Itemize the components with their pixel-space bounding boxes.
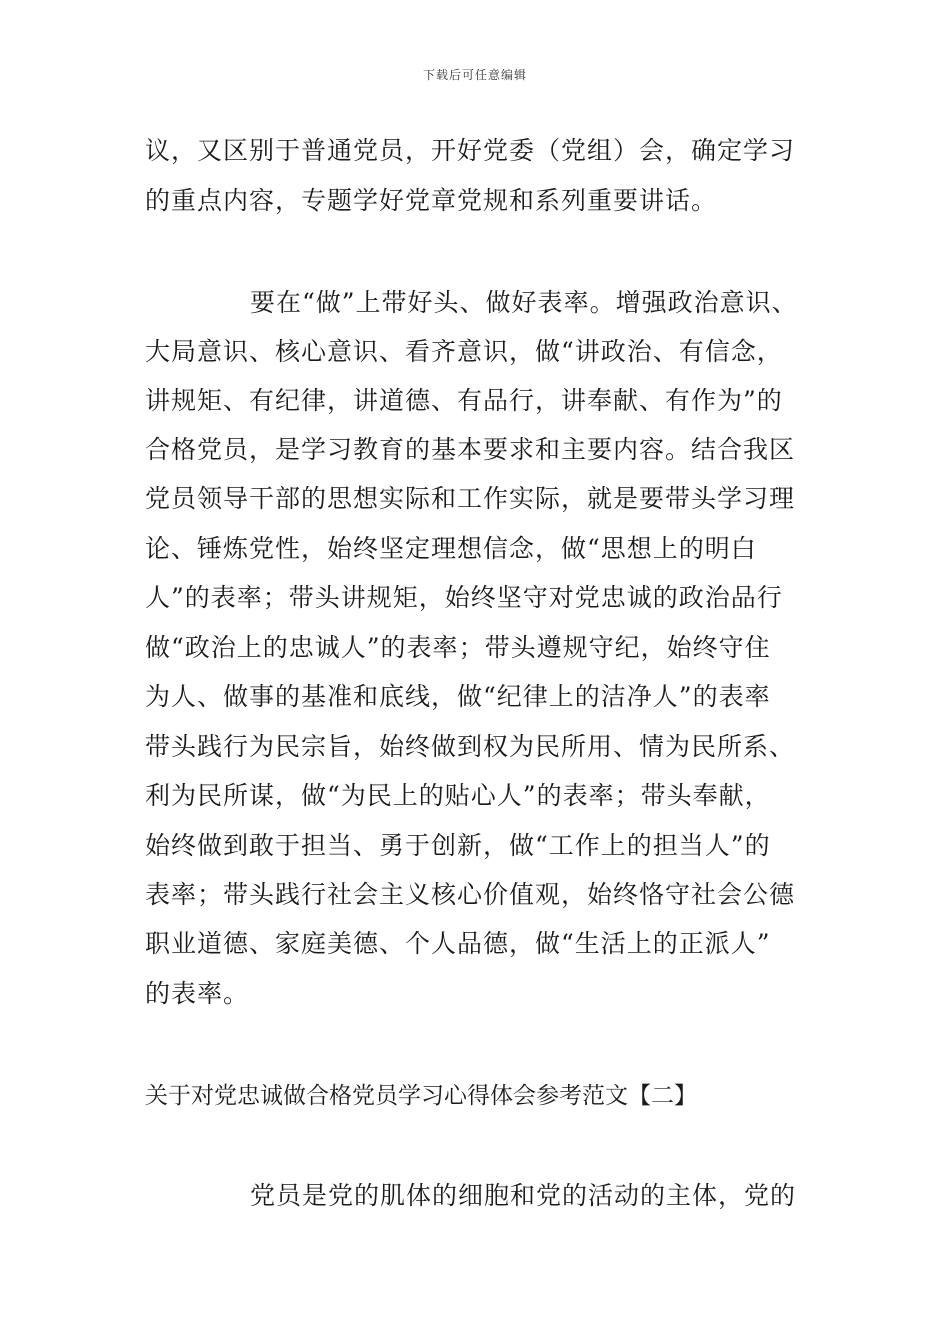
section-heading: 关于对党忠诚做合格党员学习心得体会参考范文【二】 — [145, 1083, 697, 1109]
paragraph-line: 论、锤炼党性，始终坚定理想信念，做“思想上的明白 — [145, 534, 757, 563]
paragraph-line: 做“政治上的忠诚人”的表率；带头遵规守纪，始终守住 — [145, 633, 771, 662]
paragraph-line: 的表率。 — [145, 979, 250, 1008]
paragraph-line: 带头践行为民宗旨，始终做到权为民所用、情为民所系、 — [145, 732, 796, 761]
paragraph-line: 要在“做”上带好头、做好表率。增强政治意识、 — [250, 288, 798, 317]
header-note: 下载后可任意编辑 — [422, 68, 527, 82]
paragraph-line: 讲规矩、有纪律，讲道德、有品行，讲奉献、有作为”的 — [145, 386, 783, 415]
paragraph-line: 始终做到敢于担当、勇于创新，做“工作上的担当人”的 — [145, 831, 771, 860]
paragraph-line: 为人、做事的基准和底线，做“纪律上的洁净人”的表率 — [145, 682, 771, 711]
paragraph-line: 合格党员，是学习教育的基本要求和主要内容。结合我区 — [145, 435, 796, 464]
paragraph-line: 党员是党的肌体的细胞和党的活动的主体，党的 — [250, 1181, 797, 1210]
paragraph-line: 党员领导干部的思想实际和工作实际，就是要带头学习理 — [145, 484, 796, 513]
paragraph-line: 的重点内容，专题学好党章党规和系列重要讲话。 — [145, 186, 718, 215]
paragraph-line: 人”的表率；带头讲规矩，始终坚守对党忠诚的政治品行 — [145, 583, 783, 612]
paragraph-line: 议，又区别于普通党员，开好党委（党组）会，确定学习 — [145, 136, 796, 165]
paragraph-line: 表率；带头践行社会主义核心价值观，始终恪守社会公德 — [145, 880, 796, 909]
paragraph-line: 利为民所谋，做“为民上的贴心人”的表率；带头奉献， — [145, 781, 771, 810]
paragraph-line: 大局意识、核心意识、看齐意识，做“讲政治、有信念， — [145, 337, 783, 366]
paragraph-line: 职业道德、家庭美德、个人品德，做“生活上的正派人” — [145, 929, 771, 958]
